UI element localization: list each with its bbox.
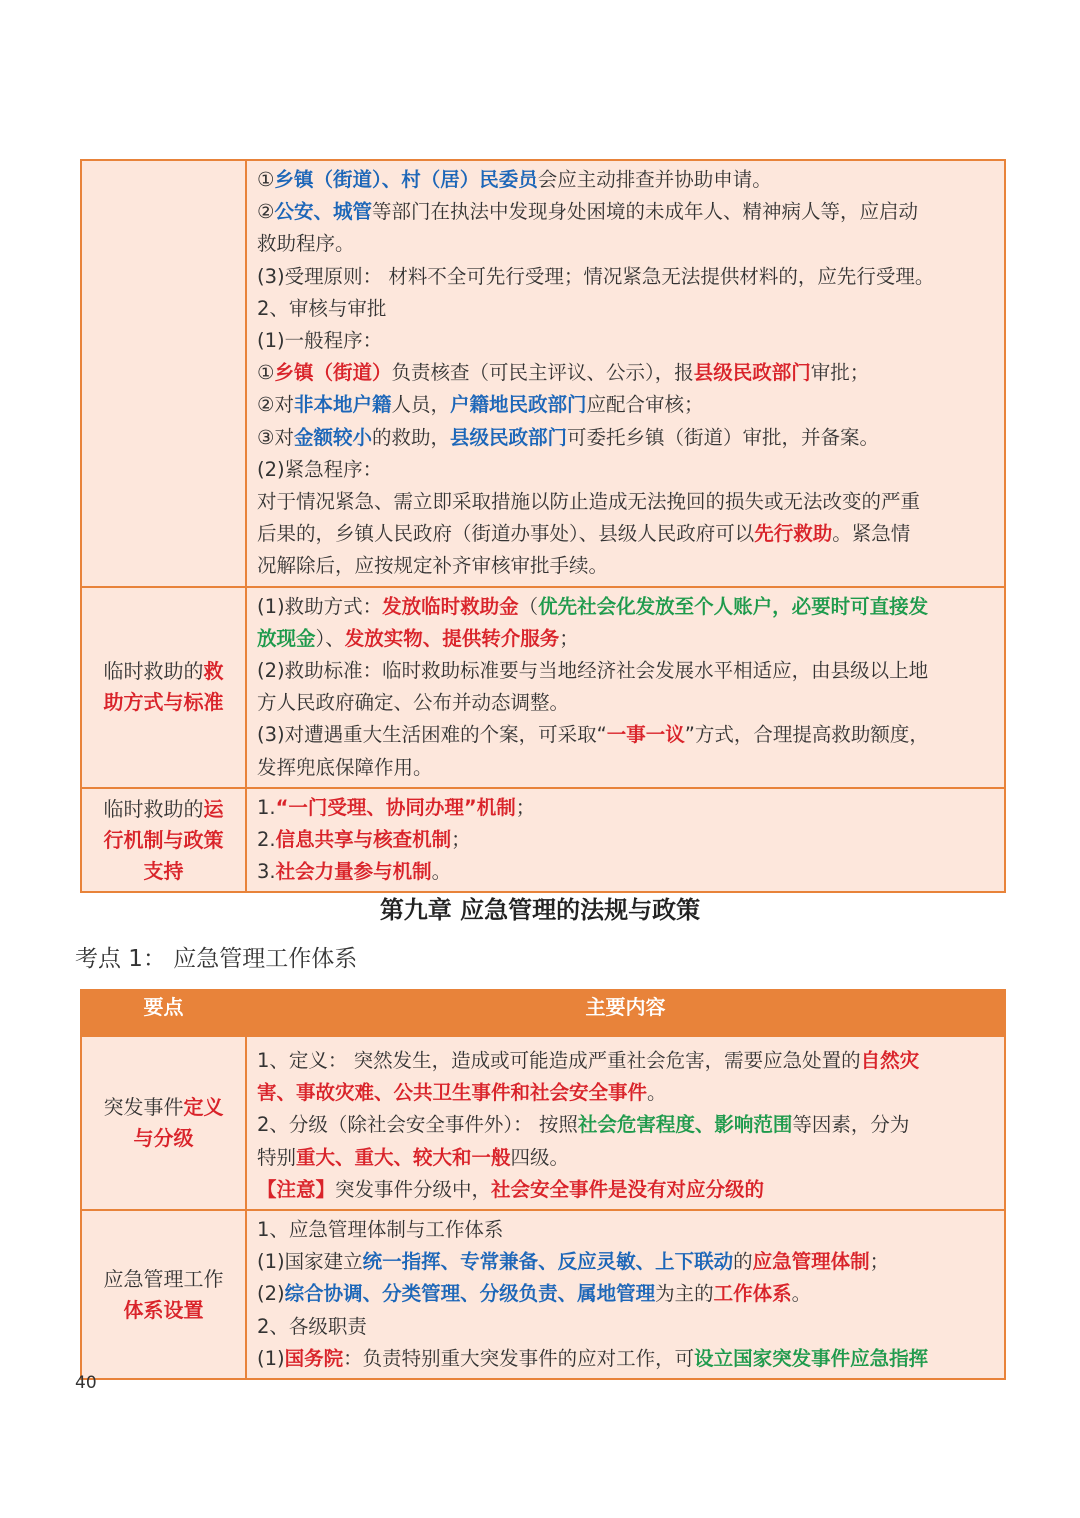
text-run: 优先社会化发放至个人账户，必要时可直接发 [538, 594, 929, 618]
text-run: 等部门在执法中发现身处困境的未成年人、精神病人等，应启动 [372, 200, 919, 224]
key-line [82, 1264, 245, 1295]
row-key-cell [81, 587, 246, 788]
table-row [81, 788, 1005, 893]
content-line [257, 623, 994, 655]
content-line [257, 228, 994, 260]
text-run: 会应主动排查并协助申请。 [537, 168, 772, 191]
text-run: 定义 [183, 1095, 224, 1119]
text-run: 乡镇（街道）、村（居）民委员 [274, 168, 538, 191]
text-run: 1、应急管理体制与工作体系 [257, 1218, 504, 1242]
text-run: ； [451, 828, 471, 852]
page-number: 40 [75, 1373, 97, 1393]
text-run: 应急管理工作 [103, 1266, 224, 1291]
text-run: 重大、重大、较大和一般 [296, 1145, 511, 1169]
text-run: 。 [647, 1081, 667, 1105]
text-run: ②对 [257, 393, 294, 417]
text-run: 一事一议 [606, 723, 685, 747]
text-run: (1)一般程序： [257, 329, 383, 353]
text-run: (2)救助标准：临时救助标准要与当地经济社会发展水平相适应，由县级以上地 [257, 659, 929, 683]
text-run: 2、审核与审批 [257, 296, 387, 320]
content-line [257, 196, 994, 228]
content-line [257, 550, 994, 582]
text-run: 应急管理体制 [752, 1250, 870, 1274]
text-run: 乡镇（街道） [274, 361, 392, 385]
text-run: ； [515, 795, 536, 819]
text-run: ① [257, 168, 275, 191]
row-key-cell [81, 1210, 246, 1379]
text-run: 设立国家突发事件应急指挥 [694, 1346, 929, 1370]
row-key-cell [81, 788, 246, 893]
text-run: 救 [203, 659, 224, 684]
text-run: 发放实物、提供转介服务 [344, 626, 560, 650]
text-run: 助方式与标准 [103, 690, 224, 715]
text-run: 社会危害程度、影响范围 [577, 1113, 793, 1137]
content-line [257, 1142, 994, 1174]
text-run: 公安、城管 [274, 200, 372, 224]
text-run: 自然灾 [860, 1049, 920, 1072]
text-run: 等因素，分为 [792, 1113, 910, 1137]
text-run: 发挥兜底保障作用。 [257, 755, 433, 779]
text-run: 审批； [810, 361, 870, 385]
text-run: 。 [431, 860, 452, 884]
text-run: 运 [203, 796, 224, 821]
row-content-cell [246, 788, 1005, 893]
text-run: 特别 [257, 1145, 297, 1169]
text-run: 县级民政部门 [450, 425, 568, 449]
text-run: 2、分级（除社会安全事件外）： 按照 [257, 1113, 578, 1137]
content-line [257, 655, 994, 687]
content-line [257, 422, 994, 454]
text-run: ③对 [257, 425, 294, 449]
content-line [257, 389, 994, 421]
text-run: (1)救助方式： [257, 594, 383, 618]
text-run: 工作体系 [713, 1282, 792, 1306]
text-run: 人员， [391, 393, 451, 417]
text-run: 可委托乡镇（街道）审批，并备案。 [567, 425, 880, 449]
text-run: 突发事件 [103, 1095, 184, 1119]
content-line [257, 1045, 994, 1077]
text-run: 国务院 [284, 1346, 344, 1370]
text-run: (2)紧急程序： [257, 457, 383, 481]
row-key-cell [81, 160, 246, 587]
text-run: （ [518, 594, 539, 618]
text-run: ； [559, 626, 579, 650]
text-run: ：负责特别重大突发事件的应对工作，可 [343, 1346, 695, 1370]
text-run: 对于情况紧急、需立即采取措施以防止造成无法挽回的损失或无法改变的严重 [257, 490, 921, 514]
content-line [257, 518, 994, 550]
text-run: 2、各级职责 [257, 1314, 367, 1338]
text-run: 的 [733, 1250, 753, 1274]
text-run: ”方式，合理提高救助额度， [684, 723, 929, 747]
text-run: 2. [257, 828, 276, 852]
row-content-cell [246, 1036, 1005, 1210]
text-run: 害、事故灾难、公共卫生事件和社会安全事件 [257, 1081, 648, 1105]
text-run: 信息共享与核查机制 [275, 828, 452, 852]
content-line [257, 856, 994, 888]
content-line [257, 1077, 994, 1109]
content-line [257, 591, 994, 623]
row-content-cell [246, 160, 1005, 587]
text-run: 社会安全事件是没有对应分级的 [491, 1177, 765, 1201]
content-line [257, 1278, 994, 1310]
key-line [82, 687, 245, 718]
text-run: 综合协调、分类管理、分级负责、属地管理 [284, 1282, 656, 1306]
content-line [257, 687, 994, 719]
content-line [257, 164, 994, 196]
text-run: 四级。 [510, 1145, 570, 1169]
text-run: 1、定义： 突然发生，造成或可能造成严重社会危害，需要应急处置的 [257, 1049, 861, 1072]
content-line [257, 454, 994, 486]
text-run: 行机制与政策 [103, 827, 224, 852]
text-run: 应配合审核； [586, 393, 704, 417]
section-title: 考点 1： 应急管理工作体系 [75, 946, 358, 972]
text-run: “一门受理、协同办理”机制 [275, 795, 516, 819]
table-row [81, 1036, 1005, 1210]
text-run: (3)对遭遇重大生活困难的个案，可采取“ [257, 723, 607, 747]
text-run: 。 [791, 1282, 812, 1306]
key-line [82, 1123, 245, 1154]
row-key-cell [81, 1036, 246, 1210]
content-line [257, 1246, 994, 1278]
text-run: 户籍地民政部门 [450, 393, 587, 417]
content-line [257, 293, 994, 325]
text-run: 临时救助的 [103, 659, 204, 684]
emergency-table [80, 989, 1006, 1380]
text-run: 况解除后，应按规定补齐审核审批手续。 [257, 554, 609, 578]
text-run: 后果的，乡镇人民政府（街道办事处）、县级人民政府可以 [257, 522, 755, 546]
content-line [257, 792, 994, 824]
text-run: (1) [257, 1346, 285, 1370]
text-run: 非本地户籍 [293, 393, 392, 417]
key-line [82, 825, 245, 856]
text-run: 金额较小 [293, 425, 372, 449]
row-content-cell [246, 587, 1005, 788]
text-run: 【注意】 [257, 1177, 336, 1201]
text-run: ； [869, 1250, 890, 1274]
text-run: (1)国家建立 [257, 1250, 363, 1274]
table-row [81, 587, 1005, 788]
text-run: 与分级 [133, 1126, 194, 1150]
table-header-row [81, 990, 1005, 1036]
table-row [81, 160, 1005, 587]
content-line [257, 1174, 994, 1206]
text-run: ② [257, 200, 275, 224]
content-line [257, 357, 994, 389]
header-key: 要点 [81, 990, 246, 1036]
text-run: ）、 [315, 626, 345, 650]
relief-table [80, 159, 1006, 893]
chapter-title: 第九章 应急管理的法规与政策 [379, 896, 701, 924]
key-line [82, 1092, 245, 1123]
header-content: 主要内容 [246, 990, 1005, 1036]
text-run: 方人民政府确定、公布并动态调整。 [257, 691, 570, 715]
text-run: 。紧急情 [832, 522, 911, 546]
key-line [82, 856, 245, 887]
key-line [82, 794, 245, 825]
content-line [257, 824, 994, 856]
text-run: 临时救助的 [103, 796, 204, 821]
text-run: 为主的 [655, 1282, 714, 1306]
text-run: (3)受理原则： 材料不全可先行受理；情况紧急无法提供材料的，应先行受理。 [257, 264, 935, 288]
content-line [257, 261, 994, 293]
key-line [82, 656, 245, 687]
text-run: 负责核查（可民主评议、公示），报 [391, 361, 694, 385]
content-line [257, 1343, 994, 1375]
text-run: 放现金 [257, 626, 316, 650]
text-run: 社会力量参与机制 [275, 860, 432, 884]
text-run: 体系设置 [123, 1297, 204, 1322]
content-line [257, 1109, 994, 1141]
row-content-cell [246, 1210, 1005, 1379]
text-run: 1. [257, 795, 276, 819]
content-line [257, 1311, 994, 1343]
text-run: 3. [257, 860, 276, 884]
text-run: 突发事件分级中， [335, 1177, 492, 1201]
table-row [81, 1210, 1005, 1379]
text-run: 的救助， [372, 425, 451, 449]
content-line [257, 325, 994, 357]
content-line [257, 719, 994, 751]
content-line [257, 752, 994, 784]
text-run: 救助程序。 [257, 232, 355, 256]
text-run: 先行救助 [754, 522, 833, 546]
text-run: 县级民政部门 [693, 361, 811, 385]
text-run: (2) [257, 1282, 285, 1306]
text-run: 发放临时救助金 [382, 594, 519, 618]
content-line [257, 1214, 994, 1246]
text-run: 支持 [143, 858, 184, 883]
key-line [82, 1295, 245, 1326]
text-run: ① [257, 361, 275, 385]
content-line [257, 486, 994, 518]
text-run: 统一指挥、专常兼备、反应灵敏、上下联动 [362, 1250, 734, 1274]
